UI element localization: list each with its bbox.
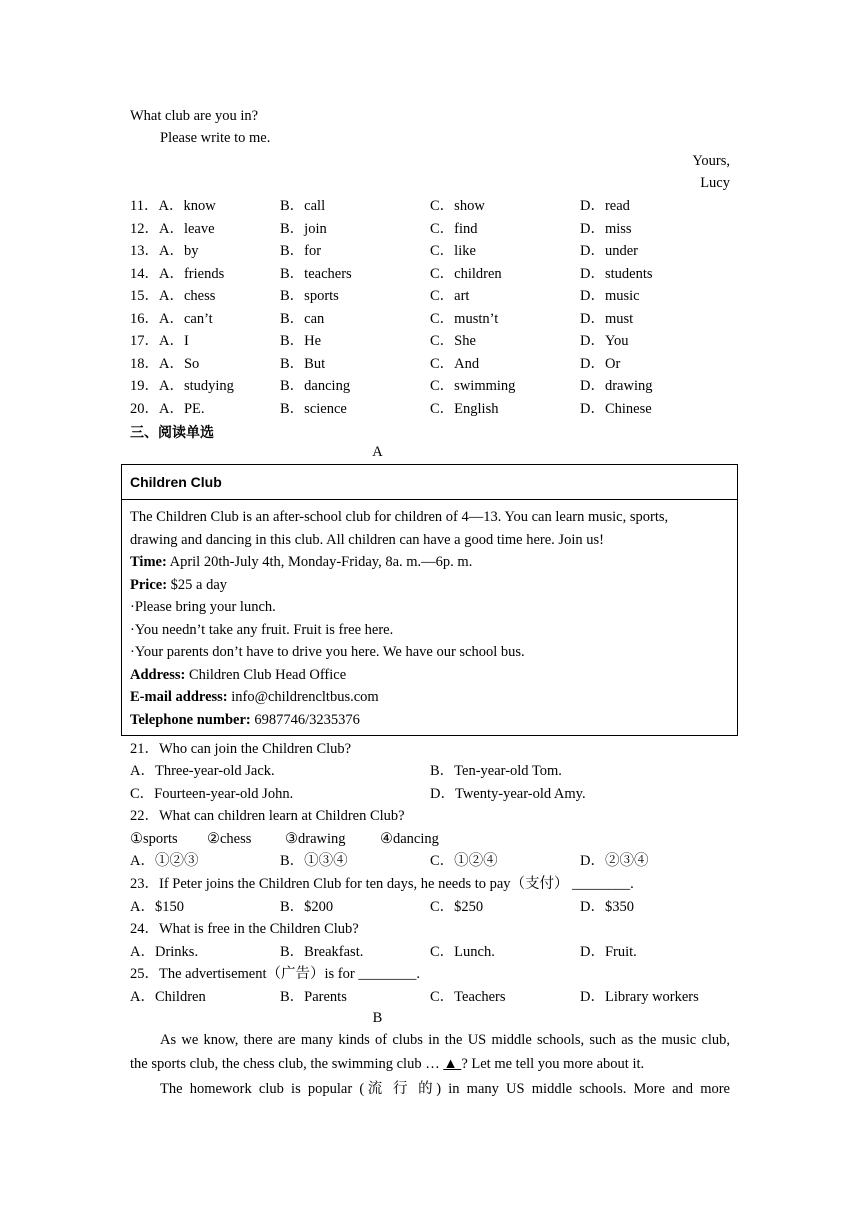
option-c: C．art: [430, 288, 470, 304]
option-c: C．Lunch.: [430, 944, 495, 960]
option-b: B．science: [280, 400, 347, 417]
notice-phone: Telephone number: 6987746/3235376: [130, 712, 360, 728]
cloze-row: [130, 353, 750, 375]
option-c: C．English: [430, 400, 499, 417]
option-b: B．call: [280, 198, 326, 214]
option-d: D．Fruit.: [580, 944, 637, 960]
question-number: 13．: [130, 243, 159, 259]
letter-signature: Lucy: [700, 175, 730, 191]
option-b: B．Breakfast.: [280, 944, 364, 960]
option-text: A．leave: [159, 220, 215, 237]
option-d: D．Library workers: [580, 989, 699, 1005]
question-number: 20．: [130, 400, 159, 417]
question-number: 15．: [130, 288, 159, 304]
option-b: B．$200: [280, 899, 334, 915]
cloze-row: [130, 285, 750, 307]
option-b: B．Ten-year-old Tom.: [430, 763, 562, 779]
option-d: D．Or: [580, 355, 621, 372]
option-d: D．read: [580, 198, 630, 214]
option-text: A．know: [158, 198, 216, 214]
option-b: B．Parents: [280, 989, 347, 1005]
question-25: 25．The advertisement（广告）is for ________.: [130, 966, 420, 982]
notice-time: Time: April 20th-July 4th, Monday-Friday, 8a. m.—6p. m.: [130, 554, 473, 570]
option-c: C．mustn’t: [430, 310, 499, 327]
passage-label: A: [372, 444, 383, 460]
option-text: A．So: [159, 355, 200, 372]
cloze-row: [130, 398, 750, 420]
option-c: C．$250: [430, 899, 484, 915]
option-b: B．He: [280, 333, 322, 349]
question-21: 21．Who can join the Children Club?: [130, 741, 352, 757]
option-c: C．children: [430, 265, 502, 282]
option-b: B．But: [280, 355, 326, 372]
answer-blank: ▲: [443, 1056, 462, 1072]
option-c: C．①②④: [430, 853, 498, 869]
option-text: A．by: [159, 243, 199, 259]
question-number: 14．: [130, 265, 159, 282]
option-d: D．Twenty-year-old Amy.: [430, 786, 586, 802]
options-row: [130, 850, 750, 872]
passage-text: The homework club is popular (流 行 的) in many US middle schools. More and more: [160, 1081, 730, 1097]
options-row: [130, 941, 750, 963]
q22-item: ③drawing: [285, 831, 346, 847]
cloze-row: [130, 263, 750, 285]
option-a: A．Drinks.: [130, 944, 199, 960]
notice-email: E-mail address: info@childrencltbus.com: [130, 689, 379, 705]
option-d: D．You: [580, 333, 629, 349]
option-b: B．sports: [280, 288, 339, 304]
option-a: [130, 195, 216, 217]
option-a: [130, 308, 213, 330]
option-a: [130, 375, 234, 397]
option-c: C．She: [430, 333, 476, 349]
option-a: A．①②③: [130, 853, 199, 869]
question-number: 19．: [130, 378, 159, 394]
option-a: A．Three-year-old Jack.: [130, 763, 275, 779]
question-22: 22．What can children learn at Children Club?: [130, 808, 405, 824]
letter-line: What club are you in?: [130, 108, 259, 124]
option-text: A．can’t: [159, 310, 213, 327]
option-d: D．miss: [580, 220, 632, 237]
notice-title: Children Club: [130, 474, 222, 490]
cloze-row: [130, 195, 750, 217]
option-d: D．Chinese: [580, 400, 652, 417]
option-a: [130, 263, 224, 285]
option-d: D．under: [580, 243, 638, 259]
option-a: A．Children: [130, 989, 206, 1005]
q22-item: ①sports: [130, 831, 178, 847]
notice-address: Address: Children Club Head Office: [130, 667, 347, 683]
cloze-row: [130, 375, 750, 397]
passage-label: B: [372, 1010, 383, 1026]
cloze-row: [130, 330, 750, 352]
option-d: D．$350: [580, 899, 634, 915]
letter-closing: Yours,: [692, 153, 730, 169]
letter-line: Please write to me.: [160, 130, 271, 146]
options-row: [130, 760, 750, 782]
option-c: C．swimming: [430, 378, 516, 394]
cloze-row: [130, 240, 750, 262]
notice-bullet: ·Please bring your lunch.: [130, 599, 276, 615]
q22-item: ②chess: [207, 831, 252, 847]
question-number: 16．: [130, 310, 159, 327]
option-a: [130, 240, 198, 262]
option-c: C．Teachers: [430, 989, 506, 1005]
option-b: B．join: [280, 220, 327, 237]
notice-price: Price: $25 a day: [130, 577, 228, 593]
question-24: 24．What is free in the Children Club?: [130, 921, 359, 937]
option-a: [130, 285, 215, 307]
option-text: A．friends: [159, 265, 225, 282]
option-a: [130, 330, 189, 352]
passage-text: As we know, there are many kinds of clubs in the US middle schools, such as the music club,: [160, 1032, 730, 1048]
option-text: A．PE.: [159, 400, 205, 417]
option-b: B．for: [280, 243, 322, 259]
option-a: A．$150: [130, 899, 184, 915]
notice-box: [121, 464, 738, 736]
question-number: 11．: [130, 198, 159, 214]
options-row: [130, 986, 750, 1008]
option-text: A．chess: [159, 288, 216, 304]
section-title: 三、阅读单选: [130, 425, 214, 441]
options-row: [130, 896, 750, 918]
passage-text: the sports club, the chess club, the swimming club … ▲ ? Let me tell you more about it.: [130, 1056, 645, 1072]
option-b: B．dancing: [280, 378, 351, 394]
option-b: B．①③④: [280, 853, 348, 869]
option-b: B．can: [280, 310, 325, 327]
notice-bullet: ·Your parents don’t have to drive you here. We have our school bus.: [130, 644, 525, 660]
option-d: D．music: [580, 288, 640, 304]
option-b: B．teachers: [280, 265, 352, 282]
option-c: C．Fourteen-year-old John.: [130, 786, 294, 802]
option-d: D．students: [580, 265, 653, 282]
option-text: A．studying: [159, 378, 234, 394]
options-row: [130, 783, 750, 805]
option-c: C．show: [430, 198, 485, 214]
option-a: [130, 398, 205, 420]
option-c: C．like: [430, 243, 476, 259]
option-c: C．And: [430, 355, 480, 372]
notice-title-row: [122, 465, 737, 500]
question-number: 18．: [130, 355, 159, 372]
option-c: C．find: [430, 220, 478, 237]
option-d: D．must: [580, 310, 634, 327]
notice-text: The Children Club is an after-school club for children of 4—13. You can learn music, sports,: [130, 509, 669, 525]
notice-text: drawing and dancing in this club. All children can have a good time here. Join us!: [130, 532, 604, 548]
q22-items: [130, 828, 750, 850]
option-a: [130, 353, 199, 375]
q22-item: ④dancing: [380, 831, 439, 847]
question-23: 23．If Peter joins the Children Club for ten days, he needs to pay（支付） ________.: [130, 876, 634, 892]
cloze-row: [130, 308, 750, 330]
notice-bullet: ·You needn’t take any fruit. Fruit is free here.: [130, 622, 394, 638]
option-d: D．②③④: [580, 853, 649, 869]
cloze-row: [130, 218, 750, 240]
question-number: 17．: [130, 333, 159, 349]
option-a: [130, 218, 215, 240]
question-number: 12．: [130, 220, 159, 237]
option-d: D．drawing: [580, 378, 653, 394]
option-text: A．I: [159, 333, 189, 349]
